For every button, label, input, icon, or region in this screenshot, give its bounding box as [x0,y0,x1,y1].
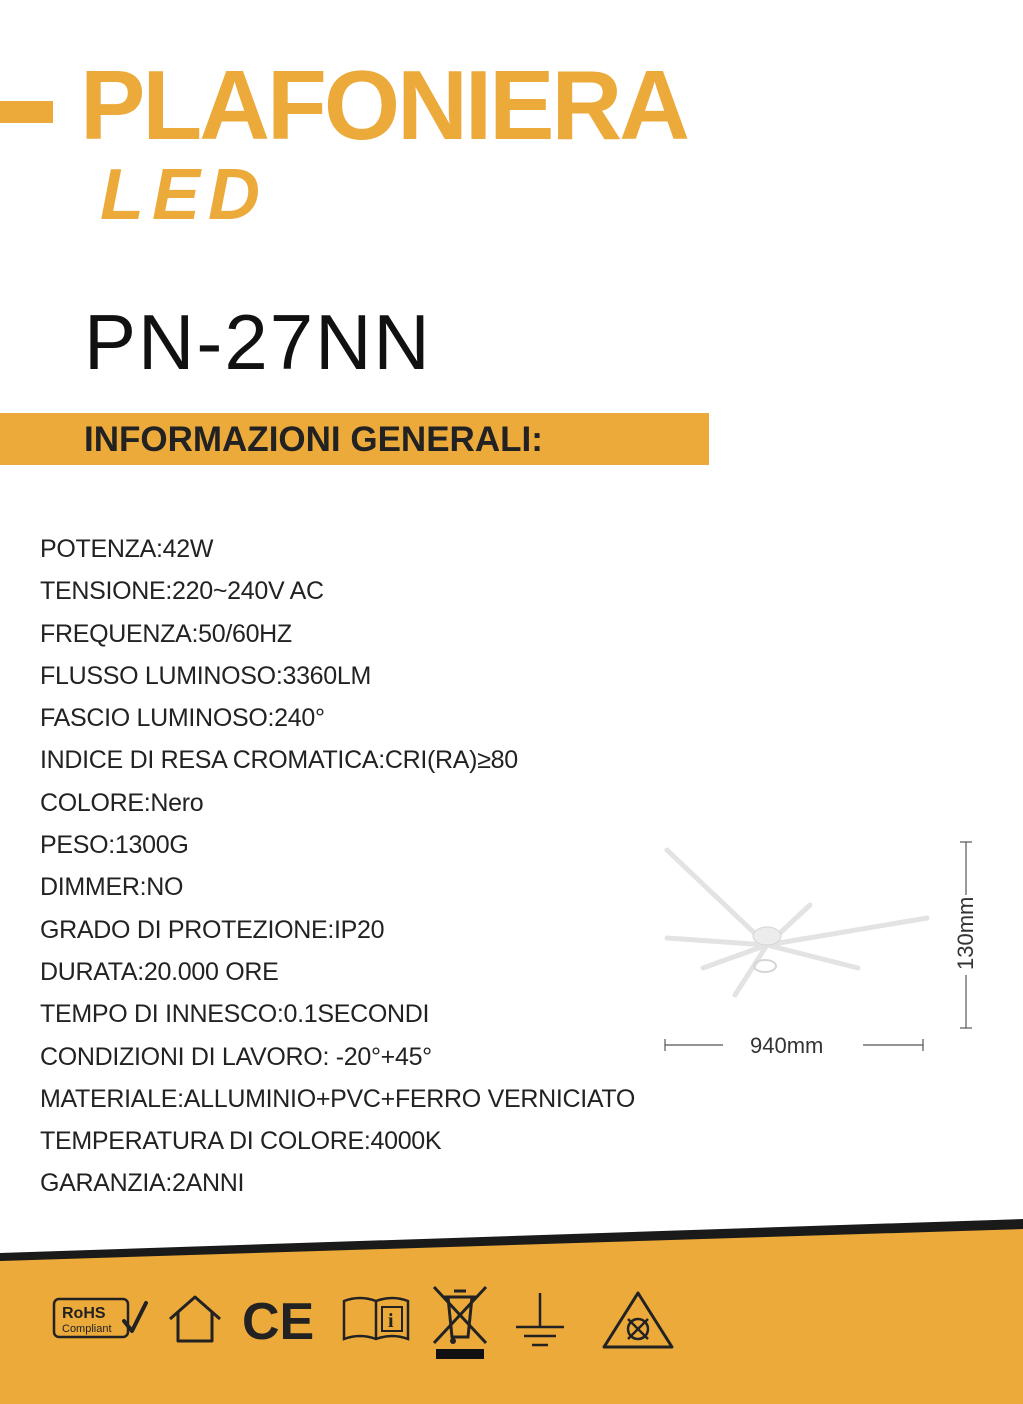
model-number: PN-27NN [84,298,432,386]
spec-item: FREQUENZA:50/60HZ [40,619,292,648]
spec-item: INDICE DI RESA CROMATICA:CRI(RA)≥80 [40,746,518,775]
spec-item: GRADO DI PROTEZIONE:IP20 [40,915,385,944]
section-title: INFORMAZIONI GENERALI: [84,420,543,459]
indoor-house-icon [166,1293,224,1345]
spec-item: FLUSSO LUMINOSO:3360LM [40,661,372,690]
ground-earth-icon [510,1291,570,1351]
spec-item: TEMPO DI INNESCO:0.1SECONDI [40,1000,430,1029]
svg-text:i: i [388,1310,394,1332]
product-subtitle: LED [100,155,268,235]
rohs-icon [52,1295,148,1343]
spec-item: PESO:1300G [40,831,189,860]
spec-item: DIMMER:NO [40,873,184,902]
lamp-dimension-diagram [655,830,1000,1070]
spec-item: TEMPERATURA DI COLORE:4000K [40,1127,442,1156]
ce-label: CE [242,1293,315,1345]
spec-list [40,528,635,1205]
width-label: 940mm [750,1033,824,1058]
rohs-sub-label: Compliant [62,1323,112,1335]
spec-item: POTENZA:42W [40,535,214,563]
spec-item: DURATA:20.000 ORE [40,957,279,986]
spec-item: COLORE:Nero [40,788,204,817]
height-label: 130mm [953,896,978,970]
spec-item: CONDIZIONI DI LAVORO: -20°+45° [40,1042,432,1071]
product-title: PLAFONIERA [80,50,687,160]
lamp-ring [754,960,776,972]
spec-item: TENSIONE:220~240V AC [40,577,324,606]
manual-info-icon [340,1293,412,1345]
ce-mark-icon [240,1293,316,1345]
weee-bin-icon [430,1283,490,1363]
spec-item: GARANZIA:2ANNI [40,1169,245,1198]
lamp-base [753,927,781,945]
rohs-label: RoHS [62,1305,106,1322]
spec-item: MATERIALE:ALLUMINIO+PVC+FERRO VERNICIATO [40,1084,636,1113]
lamp-illustration [667,850,927,995]
spec-item: FASCIO LUMINOSO:240° [40,704,325,733]
no-insulation-covering-icon [600,1289,676,1351]
title-accent-dash [0,101,53,123]
